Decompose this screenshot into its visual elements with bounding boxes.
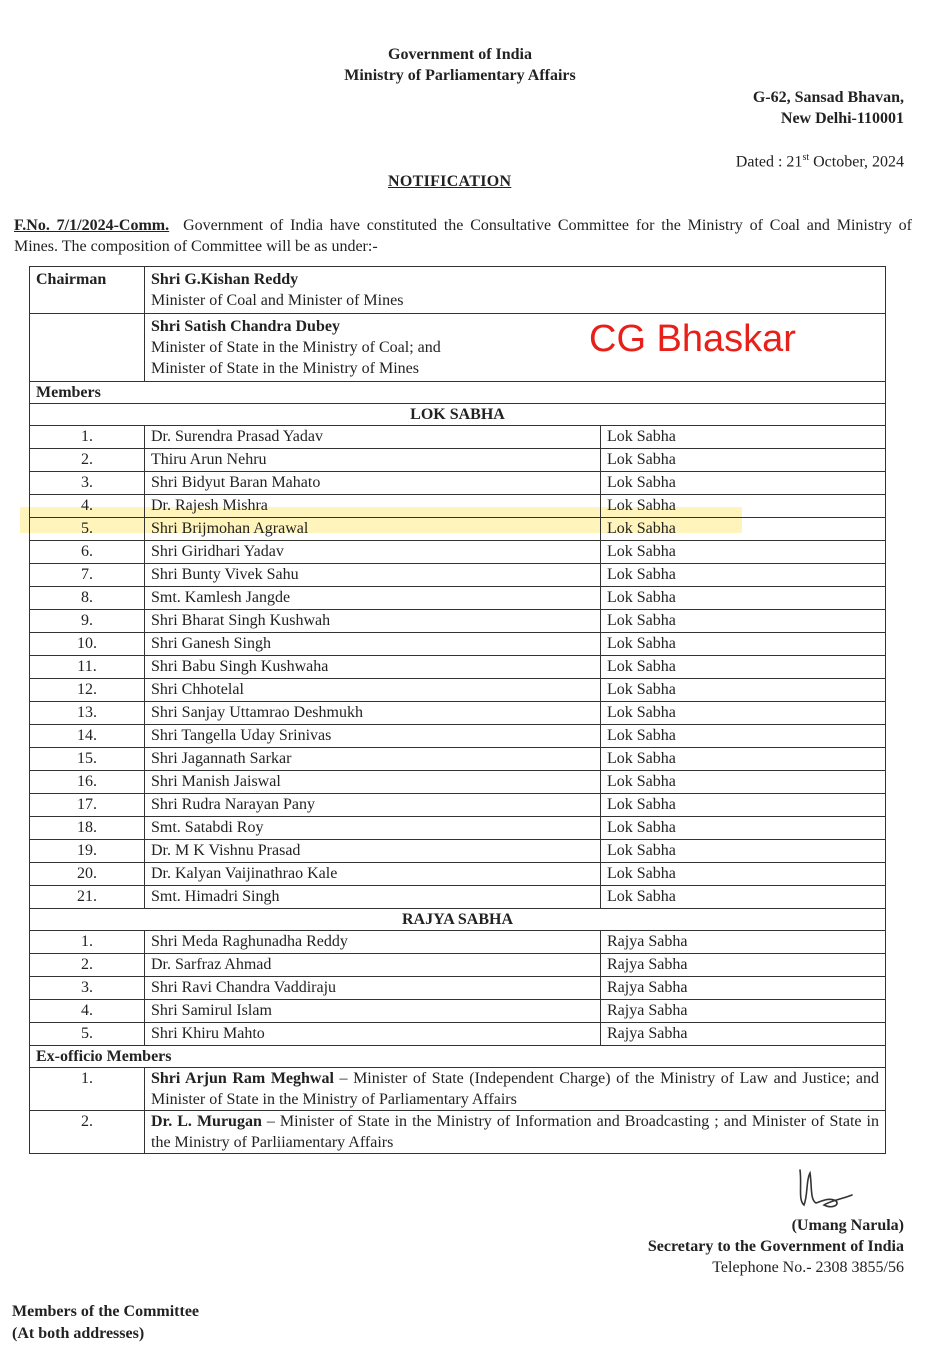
member-number: 17. [30,794,145,817]
member-house: Lok Sabha [601,518,886,541]
lok-sabha-row [30,449,886,472]
member-number: 5. [30,1023,145,1046]
member-number: 1. [30,931,145,954]
member-house: Rajya Sabha [601,954,886,977]
member-number: 10. [30,633,145,656]
member-name: Shri Manish Jaiswal [145,771,601,794]
member-name: Dr. M K Vishnu Prasad [145,840,601,863]
mos-empty-cell [30,314,145,382]
member-number: 7. [30,564,145,587]
member-house: Lok Sabha [601,587,886,610]
exofficio-label: Ex-officio Members [30,1046,886,1068]
lok-sabha-row [30,863,886,886]
member-name: Shri Giridhari Yadav [145,541,601,564]
intro-paragraph [14,215,912,257]
lok-sabha-row [30,587,886,610]
member-house: Lok Sabha [601,564,886,587]
rajya-sabha-heading: RAJYA SABHA [30,909,886,931]
member-name: Shri Brijmohan Agrawal [145,518,601,541]
header-government: Government of India [388,46,532,63]
chairman-name: Shri G.Kishan Reddy [151,271,299,288]
member-name: Dr. Sarfraz Ahmad [145,954,601,977]
member-name: Shri Jagannath Sarkar [145,748,601,771]
address-line-2: New Delhi-110001 [780,110,904,127]
member-name: Shri Khiru Mahto [145,1023,601,1046]
lok-sabha-row [30,541,886,564]
mos-name: Shri Satish Chandra Dubey [151,318,340,335]
signatory-title: Secretary to the Government of India [647,1238,904,1255]
lok-sabha-row [30,748,886,771]
member-number: 2. [30,954,145,977]
member-number: 1. [30,426,145,449]
rajya-sabha-row [30,977,886,1000]
rajya-sabha-row [30,1000,886,1023]
file-number: F.No. 7/1/2024-Comm. [14,217,170,234]
lok-sabha-row [30,817,886,840]
notification-title: NOTIFICATION [388,173,512,190]
address-line-1: G-62, Sansad Bhavan, [752,89,904,106]
member-house: Lok Sabha [601,886,886,909]
member-name: Shri Babu Singh Kushwaha [145,656,601,679]
chairman-designation: Minister of Coal and Minister of Mines [151,292,404,309]
member-number: 4. [30,495,145,518]
committee-table [29,266,886,1154]
lok-sabha-row [30,886,886,909]
signatory-telephone: Telephone No.- 2308 3855/56 [712,1259,904,1276]
member-name: Shri Bidyut Baran Mahato [145,472,601,495]
lok-sabha-row [30,472,886,495]
member-number: 16. [30,771,145,794]
member-name: Dr. Surendra Prasad Yadav [145,426,601,449]
lok-sabha-row [30,610,886,633]
signature-icon [790,1165,860,1215]
member-number: 6. [30,541,145,564]
exofficio-cell [145,1068,886,1111]
lok-sabha-row [30,426,886,449]
intro-text: Government of India have constituted the Consultative Committee for the Ministry of Coal and Ministry of Mines. The composition of Committee will be as under:- [14,217,912,255]
member-house: Lok Sabha [601,610,886,633]
member-name: Smt. Himadri Singh [145,886,601,909]
mos-designation-2: Minister of State in the Ministry of Mines [151,360,419,377]
lok-sabha-row [30,840,886,863]
member-house: Rajya Sabha [601,931,886,954]
member-number: 8. [30,587,145,610]
member-number: 4. [30,1000,145,1023]
member-house: Lok Sabha [601,840,886,863]
member-name: Smt. Kamlesh Jangde [145,587,601,610]
member-name: Shri Tangella Uday Srinivas [145,725,601,748]
member-house: Lok Sabha [601,817,886,840]
member-number: 19. [30,840,145,863]
member-house: Rajya Sabha [601,977,886,1000]
member-house: Lok Sabha [601,748,886,771]
member-number: 14. [30,725,145,748]
member-house: Lok Sabha [601,863,886,886]
members-label: Members [30,382,886,404]
member-house: Lok Sabha [601,541,886,564]
lok-sabha-row [30,495,886,518]
mos-designation-1: Minister of State in the Ministry of Coal; and [151,339,441,356]
member-house: Lok Sabha [601,633,886,656]
member-house: Lok Sabha [601,794,886,817]
lok-sabha-heading: LOK SABHA [30,404,886,426]
member-number: 3. [30,977,145,1000]
footer-line-1: Members of the Committee [12,1303,200,1320]
member-house: Lok Sabha [601,426,886,449]
header-ministry: Ministry of Parliamentary Affairs [344,67,576,84]
exofficio-desc: – Minister of State in the Ministry of Information and Broadcasting ; and Minister of State in the Ministry of Parliiamentary Affairs [151,1113,879,1151]
exofficio-name: Dr. L. Murugan [151,1113,262,1130]
rajya-sabha-row [30,954,886,977]
exofficio-name: Shri Arjun Ram Meghwal [151,1070,334,1087]
member-number: 13. [30,702,145,725]
member-name: Shri Meda Raghunadha Reddy [145,931,601,954]
lok-sabha-row [30,725,886,748]
watermark-text: CG Bhaskar [589,318,796,360]
member-number: 18. [30,817,145,840]
lok-sabha-row [30,794,886,817]
member-house: Lok Sabha [601,771,886,794]
lok-sabha-row [30,656,886,679]
exofficio-row [30,1111,886,1154]
member-number: 3. [30,472,145,495]
chairman-cell [145,267,886,314]
lok-sabha-row [30,679,886,702]
member-number: 20. [30,863,145,886]
lok-sabha-row [30,518,886,541]
member-name: Shri Rudra Narayan Pany [145,794,601,817]
member-name: Thiru Arun Nehru [145,449,601,472]
member-house: Lok Sabha [601,495,886,518]
member-house: Lok Sabha [601,449,886,472]
member-number: 2. [30,449,145,472]
member-name: Dr. Rajesh Mishra [145,495,601,518]
member-house: Lok Sabha [601,472,886,495]
member-name: Shri Sanjay Uttamrao Deshmukh [145,702,601,725]
exofficio-row [30,1068,886,1111]
member-name: Shri Chhotelal [145,679,601,702]
member-number: 15. [30,748,145,771]
member-number: 21. [30,886,145,909]
member-number: 5. [30,518,145,541]
member-house: Lok Sabha [601,656,886,679]
member-house: Rajya Sabha [601,1000,886,1023]
footer-line-2: (At both addresses) [12,1325,145,1342]
member-number: 12. [30,679,145,702]
lok-sabha-row [30,633,886,656]
exofficio-number: 1. [30,1068,145,1111]
rajya-sabha-row [30,931,886,954]
member-name: Shri Samirul Islam [145,1000,601,1023]
chairman-label: Chairman [30,267,145,314]
member-name: Dr. Kalyan Vaijinathrao Kale [145,863,601,886]
member-number: 11. [30,656,145,679]
signatory-name: (Umang Narula) [791,1217,904,1234]
member-name: Shri Ganesh Singh [145,633,601,656]
member-house: Lok Sabha [601,679,886,702]
member-number: 9. [30,610,145,633]
exofficio-cell [145,1111,886,1154]
member-house: Rajya Sabha [601,1023,886,1046]
rajya-sabha-row [30,1023,886,1046]
member-name: Shri Ravi Chandra Vaddiraju [145,977,601,1000]
exofficio-number: 2. [30,1111,145,1154]
lok-sabha-row [30,702,886,725]
member-house: Lok Sabha [601,702,886,725]
lok-sabha-row [30,771,886,794]
exofficio-desc: – Minister of State (Independent Charge) of the Ministry of Law and Justice; and Minister of State in the Ministry of Parliamentary Affairs [151,1070,879,1108]
member-house: Lok Sabha [601,725,886,748]
date-line: Dated : 21st October, 2024 [735,152,904,171]
member-name: Shri Bunty Vivek Sahu [145,564,601,587]
member-name: Smt. Satabdi Roy [145,817,601,840]
member-name: Shri Bharat Singh Kushwah [145,610,601,633]
lok-sabha-row [30,564,886,587]
